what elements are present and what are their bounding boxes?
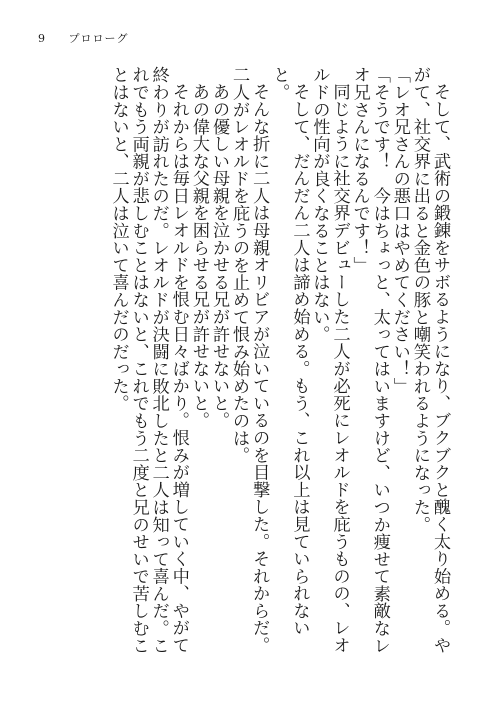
chapter-title: プロローグ <box>68 32 129 45</box>
body-text <box>45 66 450 666</box>
paragraph: そして、武術の鍛錬をサボるようになり、ブクブクと醜く太り始める。やがて、社交界に出ると金色の豚と嘲笑われるようになった。 <box>409 66 450 654</box>
paragraph: そんな折に二人は母親オリビアが泣いているのを目撃した。それからだ。二人がレオルドを庇うのを止めて恨み始めたのは。 <box>229 66 270 654</box>
page-number: 9 <box>38 32 46 45</box>
paragraph: あの偉大な父親を困らせる兄が許せないと。 <box>188 83 209 430</box>
dialogue-line: 「レオ兄さんの悪口はやめてください！」 <box>389 66 410 395</box>
page-header <box>38 30 129 46</box>
paragraph: そして、だんだん二人は諦め始める。もう、これ以上は見ていられないと。 <box>269 66 310 637</box>
paragraph: あの優しい母親を泣かせる兄が許せないと。 <box>208 83 229 430</box>
dialogue-line: 「そうです！ 今はちょっと、太ってはいますけど、いつか痩せて素敵なレオ兄さんになるんです！」 <box>349 66 390 654</box>
paragraph: それからは毎日レオルドを恨む日々ばかり。恨みが増していく中、やがて終わりが訪れたのだ。レオルドが決闘に敗北したと二人は知って喜んだ。これでもう両親が悲しむことはないと、これでもう二度と兄のせいで苦しむことはないと、二人は泣いて喜んだのだった。 <box>108 66 189 654</box>
paragraph: 同じように社交界デビューした二人が必死にレオルドを庇うものの、レオルドの性向が良くなることはない。 <box>309 66 350 654</box>
